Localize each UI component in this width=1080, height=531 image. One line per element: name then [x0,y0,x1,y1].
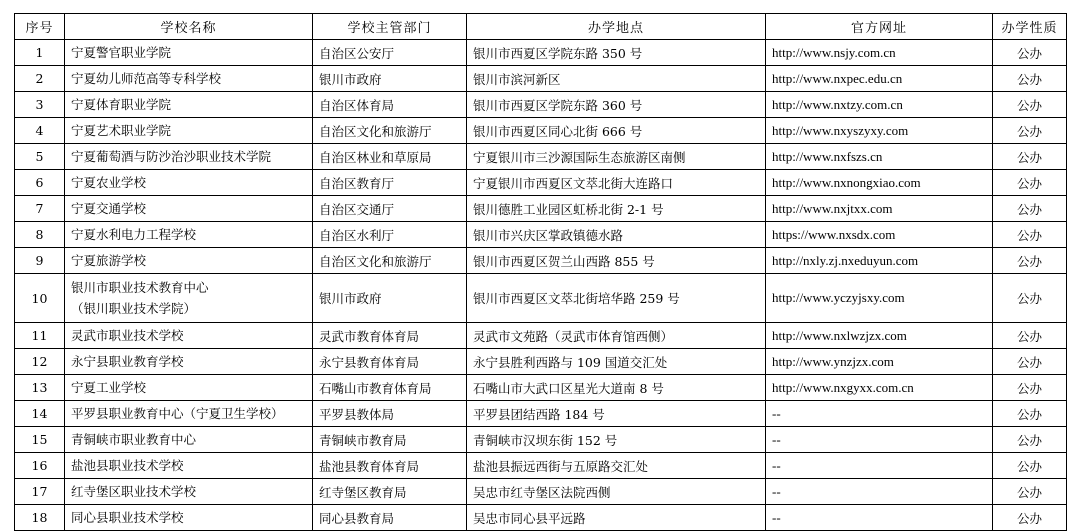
cell-url: http://www.nxtzy.com.cn [766,92,993,118]
cell-dept: 自治区水利厅 [313,222,467,248]
cell-url: http://www.ynzjzx.com [766,349,993,375]
cell-dept: 自治区体育局 [313,92,467,118]
cell-address: 吴忠市红寺堡区法院西侧 [467,479,766,505]
cell-url: http://www.yczyjsxy.com [766,274,993,323]
cell-address: 青铜峡市汉坝东街 152 号 [467,427,766,453]
cell-address: 银川市兴庆区掌政镇德水路 [467,222,766,248]
cell-num: 11 [15,323,65,349]
cell-dept: 自治区文化和旅游厅 [313,248,467,274]
cell-address: 银川德胜工业园区虹桥北街 2-1 号 [467,196,766,222]
cell-num: 13 [15,375,65,401]
cell-address: 银川市西夏区学院东路 360 号 [467,92,766,118]
cell-dept: 石嘴山市教育体育局 [313,375,467,401]
cell-num: 15 [15,427,65,453]
cell-school-name: 宁夏艺术职业学院 [65,118,313,144]
table-row [15,92,1067,118]
table-row [15,427,1067,453]
cell-url: -- [766,401,993,427]
table-body [15,40,1067,531]
cell-num: 14 [15,401,65,427]
cell-dept: 自治区文化和旅游厅 [313,118,467,144]
cell-school-name [65,274,313,323]
cell-address: 石嘴山市大武口区星光大道南 8 号 [467,375,766,401]
cell-nature: 公办 [993,66,1067,92]
cell-school-name: 永宁县职业教育学校 [65,349,313,375]
cell-nature: 公办 [993,401,1067,427]
cell-url: http://www.nxpec.edu.cn [766,66,993,92]
cell-school-name: 宁夏交通学校 [65,196,313,222]
cell-address: 宁夏银川市三沙源国际生态旅游区南侧 [467,144,766,170]
cell-nature: 公办 [993,323,1067,349]
cell-school-name: 宁夏幼儿师范高等专科学校 [65,66,313,92]
cell-school-name: 宁夏旅游学校 [65,248,313,274]
cell-school-name: 宁夏工业学校 [65,375,313,401]
cell-address: 银川市滨河新区 [467,66,766,92]
cell-dept: 自治区公安厅 [313,40,467,66]
cell-num: 1 [15,40,65,66]
cell-address: 灵武市文苑路（灵武市体育馆西侧） [467,323,766,349]
table-row [15,401,1067,427]
table-row [15,66,1067,92]
cell-nature: 公办 [993,144,1067,170]
cell-dept: 红寺堡区教育局 [313,479,467,505]
cell-dept: 银川市政府 [313,274,467,323]
table-row [15,170,1067,196]
cell-address: 银川市西夏区同心北街 666 号 [467,118,766,144]
header-num: 序号 [15,14,65,40]
cell-nature: 公办 [993,118,1067,144]
cell-address: 吴忠市同心县平远路 [467,505,766,531]
cell-dept: 永宁县教育体育局 [313,349,467,375]
cell-num: 18 [15,505,65,531]
cell-nature: 公办 [993,427,1067,453]
cell-address: 永宁县胜利西路与 109 国道交汇处 [467,349,766,375]
cell-address: 平罗县团结西路 184 号 [467,401,766,427]
table-row [15,196,1067,222]
header-row [15,14,1067,40]
cell-nature: 公办 [993,248,1067,274]
cell-dept: 灵武市教育体育局 [313,323,467,349]
cell-dept: 平罗县教体局 [313,401,467,427]
cell-url: http://www.nxnongxiao.com [766,170,993,196]
table-row [15,323,1067,349]
school-name-alias: （银川职业技术学院） [71,301,197,316]
cell-num: 3 [15,92,65,118]
school-table [14,13,1067,531]
cell-school-name: 宁夏水利电力工程学校 [65,222,313,248]
cell-address: 银川市西夏区文萃北街培华路 259 号 [467,274,766,323]
cell-dept: 银川市政府 [313,66,467,92]
cell-school-name: 宁夏体育职业学院 [65,92,313,118]
cell-url: -- [766,479,993,505]
cell-nature: 公办 [993,40,1067,66]
cell-dept: 青铜峡市教育局 [313,427,467,453]
cell-url: http://www.nxyszyxy.com [766,118,993,144]
cell-num: 12 [15,349,65,375]
cell-nature: 公办 [993,505,1067,531]
cell-dept: 自治区教育厅 [313,170,467,196]
cell-school-name: 红寺堡区职业技术学校 [65,479,313,505]
table-row [15,453,1067,479]
cell-nature: 公办 [993,196,1067,222]
cell-num: 16 [15,453,65,479]
cell-nature: 公办 [993,274,1067,323]
table-row [15,118,1067,144]
cell-nature: 公办 [993,375,1067,401]
table-row [15,248,1067,274]
cell-num: 17 [15,479,65,505]
cell-school-name: 宁夏农业学校 [65,170,313,196]
cell-dept: 自治区交通厅 [313,196,467,222]
cell-dept: 盐池县教育体育局 [313,453,467,479]
cell-num: 4 [15,118,65,144]
table-row [15,144,1067,170]
cell-url: http://www.nsjy.com.cn [766,40,993,66]
cell-num: 5 [15,144,65,170]
table-row [15,479,1067,505]
table-row [15,505,1067,531]
cell-school-name: 宁夏葡萄酒与防沙治沙职业技术学院 [65,144,313,170]
cell-url: http://www.nxjtxx.com [766,196,993,222]
cell-address: 银川市西夏区贺兰山西路 855 号 [467,248,766,274]
cell-nature: 公办 [993,453,1067,479]
cell-nature: 公办 [993,222,1067,248]
school-name-line: 银川市职业技术教育中心 [71,280,209,295]
cell-url: http://www.nxfszs.cn [766,144,993,170]
cell-url: -- [766,505,993,531]
cell-num: 9 [15,248,65,274]
cell-num: 10 [15,274,65,323]
cell-school-name: 青铜峡市职业教育中心 [65,427,313,453]
cell-url: https://www.nxsdx.com [766,222,993,248]
table-row [15,40,1067,66]
cell-school-name: 同心县职业技术学校 [65,505,313,531]
cell-dept: 自治区林业和草原局 [313,144,467,170]
cell-url: -- [766,427,993,453]
table-row [15,222,1067,248]
cell-url: http://www.nxlwzjzx.com [766,323,993,349]
cell-url: http://nxly.zj.nxeduyun.com [766,248,993,274]
cell-num: 6 [15,170,65,196]
header-addr: 办学地点 [467,14,766,40]
cell-address: 银川市西夏区学院东路 350 号 [467,40,766,66]
table-row [15,375,1067,401]
table-row [15,274,1067,323]
cell-nature: 公办 [993,92,1067,118]
cell-nature: 公办 [993,349,1067,375]
cell-url: http://www.nxgyxx.com.cn [766,375,993,401]
header-url: 官方网址 [766,14,993,40]
cell-nature: 公办 [993,479,1067,505]
cell-nature: 公办 [993,170,1067,196]
cell-school-name: 宁夏警官职业学院 [65,40,313,66]
table-row [15,349,1067,375]
cell-dept: 同心县教育局 [313,505,467,531]
cell-school-name: 灵武市职业技术学校 [65,323,313,349]
cell-num: 7 [15,196,65,222]
cell-num: 8 [15,222,65,248]
cell-url: -- [766,453,993,479]
cell-school-name: 平罗县职业教育中心（宁夏卫生学校） [65,401,313,427]
cell-address: 盐池县振远西街与五原路交汇处 [467,453,766,479]
header-name: 学校名称 [65,14,313,40]
header-nature: 办学性质 [993,14,1067,40]
cell-school-name: 盐池县职业技术学校 [65,453,313,479]
cell-address: 宁夏银川市西夏区文萃北街大连路口 [467,170,766,196]
header-dept: 学校主管部门 [313,14,467,40]
cell-num: 2 [15,66,65,92]
